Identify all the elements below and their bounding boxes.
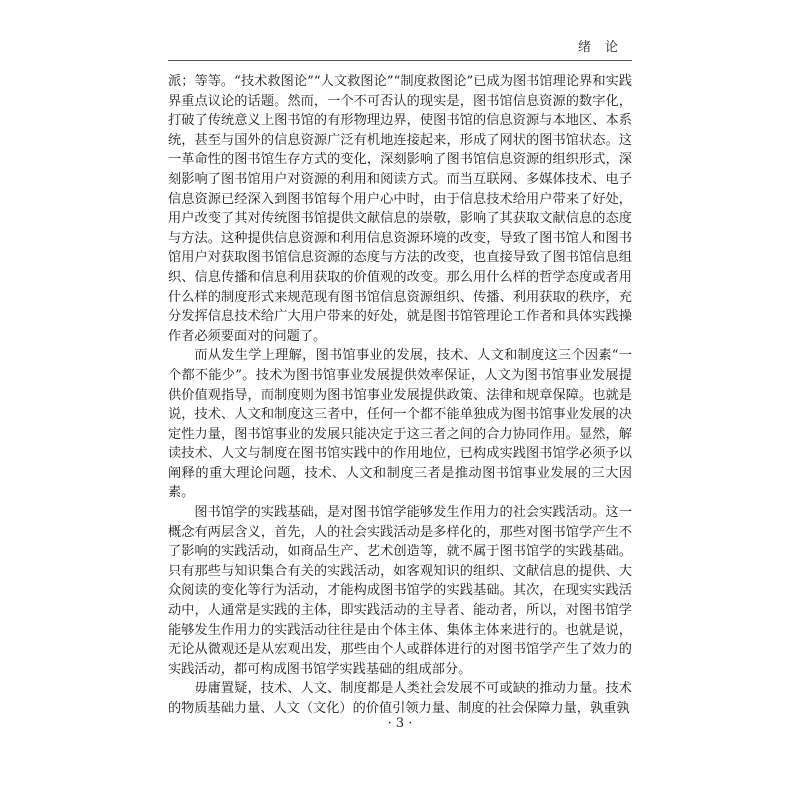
page-number: · 3 · xyxy=(387,716,413,731)
running-header: 绪论 xyxy=(577,40,632,55)
header-rule xyxy=(168,60,632,61)
paragraph-2: 而从发生学上理解，图书馆事业的发展，技术、人文和制度这三个因素“一个都不能少”。技术为图书馆事业发展提供效率保证，人文为图书馆事业发展提供价值观指导，而制度则为图书馆事业发展提供政策、法律和规章保障。也就是说，技术、人文和制度这三者中，任何一个都不能单独成为图书馆事业发展的决定性力量，图书馆事业的发展只能决定于这三者之间的合力协同作用。显然，解读技术、人文与制度在图书馆实践中的作用地位，已构成实践图书馆学必须予以阐释的重大理论问题，技术、人文和制度三者是推动图书馆事业发展的三大因素。 xyxy=(168,348,632,501)
paragraph-1: 派；等等。“技术救图论”“人文救图论”“制度救图论”已成为图书馆理论界和实践界重点议论的话题。然而，一个不可否认的现实是，图书馆信息资源的数字化，打破了传统意义上图书馆的有形物理边界，使图书馆的信息资源与本地区、本系统，甚至与国外的信息资源广泛有机地连接起来，形成了网状的图书馆状态。这一革命性的图书馆生存方式的变化，深刻影响了图书馆信息资源的组织形式，深刻影响了图书馆用户对资源的利用和阅读方式。而当互联网、多媒体技术、电子信息资源已经深入到图书馆每个用户心中时，由于信息技术给用户带来了好处，用户改变了其对传统图书馆提供文献信息的崇敬，影响了其获取文献信息的态度与方法。这种提供信息资源和利用信息资源环境的改变，导致了图书馆人和图书馆用户对获取图书馆信息资源的态度与方法的改变，也直接导致了图书馆信息组织、信息传播和信息利用获取的价值观的改变。那么用什么样的哲学态度或者用什么样的制度形式来规范现有图书馆信息资源组织、传播、利用获取的秩序，充分发挥信息技术给广大用户带来的好处，就是图书馆管理论工作者和具体实践操作者必须要面对的问题了。 xyxy=(168,74,632,344)
paragraph-3: 图书馆学的实践基础，是对图书馆学能够发生作用力的社会实践活动。这一概念有两层含义，首先，人的社会实践活动是多样化的，那些对图书馆学产生不了影响的实践活动，如商品生产、艺术创造等，就不属于图书馆学的实践基础。只有那些与知识集合有关的实践活动，如客观知识的组织、文献信息的提供、大众阅读的变化等行为活动，才能构成图书馆学的实践基础。其次，在现实实践活动中，人通常是实践的主体，即实践活动的主导者、能动者，所以，对图书馆学能够发生作用力的实践活动往往是由个体主体、集体主体来进行的。也就是说，无论从微观还是从宏观出发，那些由个人或群体进行的对图书馆学产生了效力的实践活动，都可构成图书馆学实践基础的组成部分。 xyxy=(168,505,632,677)
body-text xyxy=(168,72,632,719)
paragraph-4: 毋庸置疑，技术、人文、制度都是人类社会发展不可或缺的推动力量。技术的物质基础力量、人文（文化）的价值引领力量、制度的社会保障力量，孰重孰 xyxy=(168,681,632,716)
